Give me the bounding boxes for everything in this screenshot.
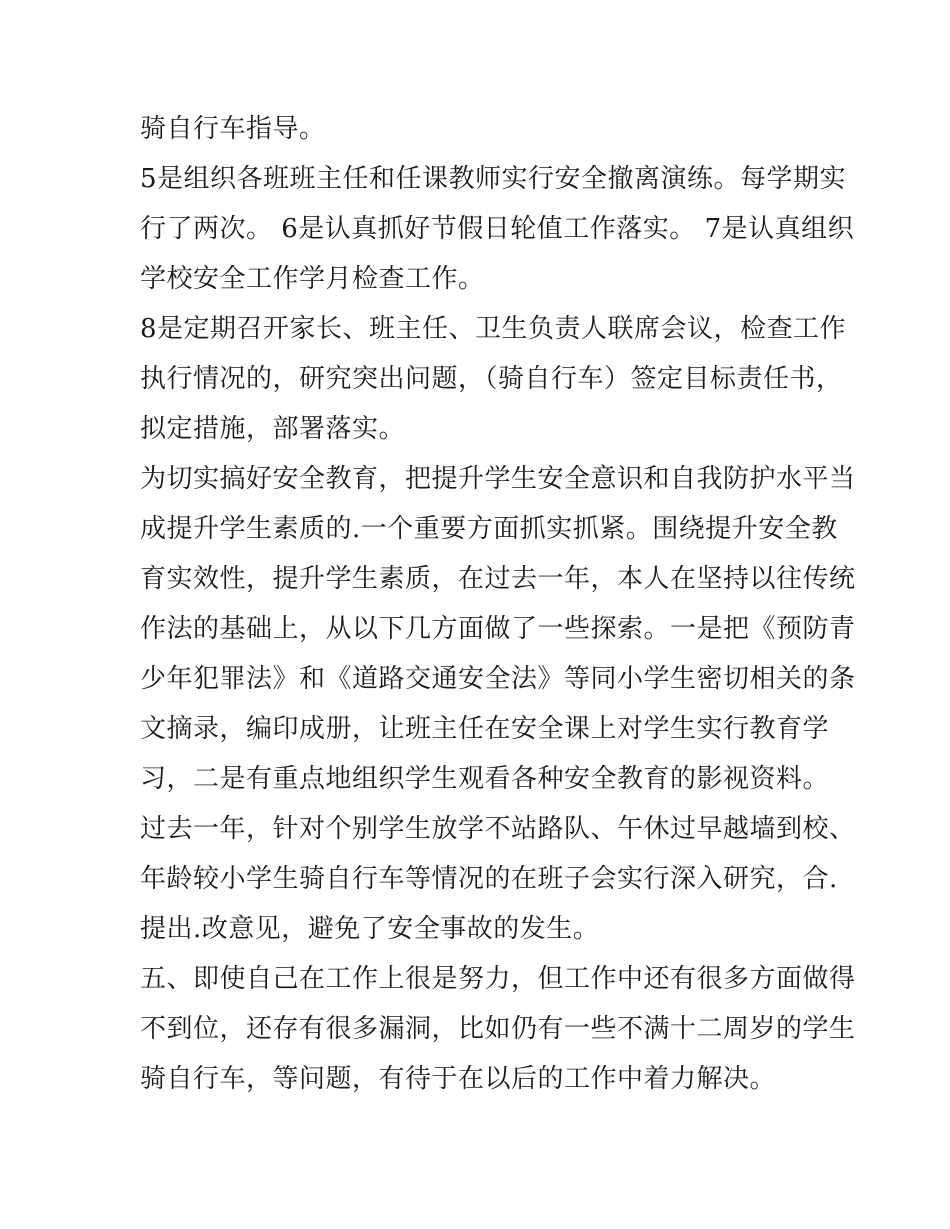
text-line: 行了两次。 6是认真抓好节假日轮值工作落实。 7是认真组织 <box>140 214 855 244</box>
text-line: 年龄较小学生骑自行车等情况的在班子会实行深入研究，合. <box>140 864 838 894</box>
text-line: 不到位，还存有很多漏洞，比如仍有一些不满十二周岁的学生 <box>140 1014 856 1044</box>
text-line: 习，二是有重点地组织学生观看各种安全教育的影视资料。 <box>140 764 830 794</box>
text-line: 提出.改意见，避免了安全事故的发生。 <box>140 914 600 944</box>
text-line: 骑自行车指导。 <box>140 114 326 144</box>
text-line: 育实效性，提升学生素质，在过去一年，本人在坚持以往传统 <box>140 564 856 594</box>
document-body <box>140 104 856 1104</box>
text-line: 少年犯罪法》和《道路交通安全法》等同小学生密切相关的条 <box>140 664 856 694</box>
text-line: 拟定措施，部署落实。 <box>140 414 406 444</box>
text-line: 作法的基础上，从以下几方面做了一些探索。一是把《预防青 <box>140 614 856 644</box>
text-line: 五、即使自己在工作上很是努力，但工作中还有很多方面做得 <box>140 964 856 994</box>
text-line: 过去一年，针对个别学生放学不站路队、午休过早越墙到校、 <box>140 814 856 844</box>
text-line: 骑自行车，等问题，有待于在以后的工作中着力解决。 <box>140 1064 777 1094</box>
text-line: 文摘录，编印成册，让班主任在安全课上对学生实行教育学 <box>140 714 830 744</box>
text-line: 成提升学生素质的.一个重要方面抓实抓紧。围绕提升安全教 <box>140 514 838 544</box>
text-line: 学校安全工作学月检查工作。 <box>140 264 485 294</box>
text-line: 8是定期召开家长、班主任、卫生负责人联席会议，检查工作 <box>140 314 847 344</box>
text-line: 5是组织各班班主任和任课教师实行安全撤离演练。每学期实 <box>140 164 847 194</box>
text-line: 执行情况的，研究突出问题，（骑自行车）签定目标责任书， <box>140 364 843 394</box>
text-line: 为切实搞好安全教育，把提升学生安全意识和自我防护水平当 <box>140 464 856 494</box>
